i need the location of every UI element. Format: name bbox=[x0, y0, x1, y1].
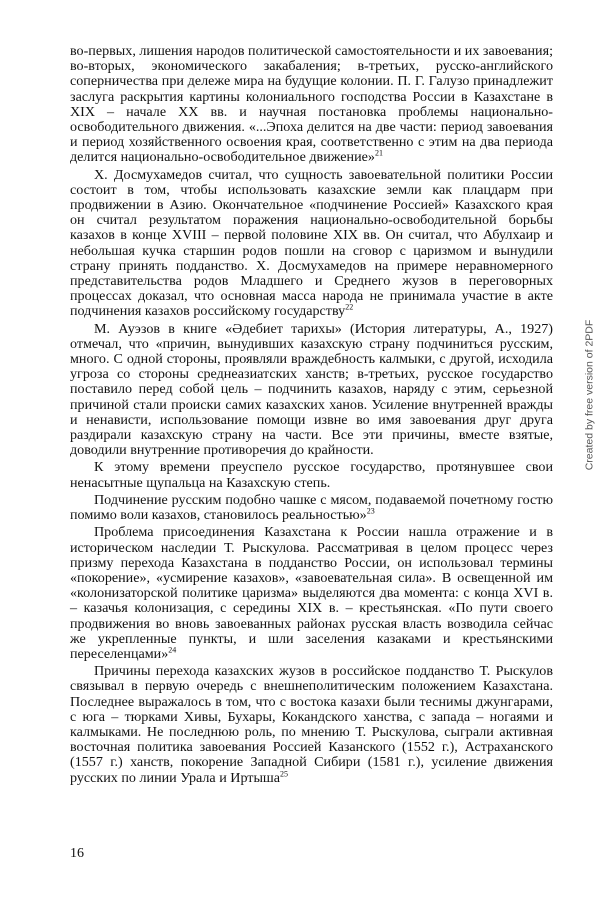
footnote-ref: 21 bbox=[374, 148, 383, 158]
paragraph bbox=[70, 493, 553, 523]
watermark-text: Created by free version of 2PDF bbox=[583, 319, 596, 471]
paragraph bbox=[70, 168, 553, 320]
paragraph bbox=[70, 664, 553, 786]
paragraph-text: Х. Досмухамедов считал, что сущность завоевательной политики России состоит в том, чтобы использовать казахские земли как плацдарм при продвижении в Азию. Окончательное «подчинение Россией» Казахского края он считал результатом поражения национально-освободительной борьбы казахов в конце XVIII – первой половине XIX вв. Он считал, что Абулхаир и небольшая кучка старшин родов пошли на сговор с царизмом и вынудили страну принять подданство. Х. Досмухамедов на примере неравномерного представительства родов Младшего и Среднего жузов в переговорных процессах доказал, что основная масса народа не принимала участие в акте подчинения казахов российскому государству bbox=[70, 166, 553, 320]
paragraph bbox=[70, 460, 553, 490]
paragraph-text: Подчинение русским подобно чашке с мясом, подаваемой почетному гостю помимо воли казахов, становилось реальностью» bbox=[70, 491, 553, 524]
paragraph-text: Проблема присоединения Казахстана к России нашла отражение и в историческом наследии Т. Рыскулова. Рассматривая в целом процесс через призму перехода Казахстана в подданство России, он использовал термины «покорение», «усмирение казахов», «завоевательная сила». В освещенной им «колонизаторской политике царизма» выделяются два момента: с конца XVI в. – казачья колонизация, с середины XIX в. – крестьянская. «По пути своего продвижения во вновь завоеванных районах русская власть возводила сейчас же укрепленные пункты, и шли заселения казаками и крестьянскими переселенцами» bbox=[70, 524, 553, 662]
paragraph bbox=[70, 322, 553, 459]
page-number: 16 bbox=[70, 846, 84, 861]
paragraph-text: Причины перехода казахских жузов в российское подданство Т. Рыскулов связывал в первую очередь с внешнеполитическим положением Казахстана. Последнее выражалось в том, что с востока казахи были теснимы джунгарами, с юга – тюрками Хивы, Бухары, Кокандского ханства, с запада – ногаями и калмыками. Не последнюю роль, по мнению Т. Рыскулова, сыграли активная восточная политика завоевания Россией Казанского (1552 г.), Астраханского (1557 г.) ханств, покорение Западной Сибири (1581 г.), усиление движения русских по линии Урала и Иртыша bbox=[70, 663, 553, 786]
paragraph-text: М. Ауэзов в книге «Әдебиет тарихы» (История литературы, А., 1927) отмечал, что «причин, вынудивших казахскую страну подчиниться русским, много. С одной стороны, проявляли враждебность калмыки, с другой, исходила угроза со стороны среднеазиатских ханств; в-третьих, русское государство поставило перед собой цель – подчинить казахов, наряду с этим, серьезной причиной стали происки самих казахских ханов. Усиление внутренней вражды и ненависти, использование помощи извне во имя завоевания друг друга раздирали казахскую страну на части. Все эти причины, вместе взятые, доводили внутренние противоречия до крайности. bbox=[70, 320, 553, 459]
footnote-ref: 23 bbox=[366, 506, 375, 516]
paragraph-text: во-первых, лишения народов политической самостоятельности и их завоевания; во-вторых, экономического закабаления; в-третьих, русско-английского соперничества при дележе мира на будущие колонии. П. Г. Галузо принадлежит заслуга раскрытия картины колониального господства России в Казахстане в XIX – начале XX вв. и научная постановка проблемы национально-освободительного движения. «...Эпоха делится на две части: период завоевания и период хозяйственного освоения края, соответственно с этим на два периода делится национально-освободительное движение» bbox=[70, 43, 553, 166]
paragraph bbox=[70, 525, 553, 662]
footnote-ref: 25 bbox=[280, 768, 289, 778]
footnote-ref: 24 bbox=[168, 645, 177, 655]
watermark bbox=[582, 205, 596, 585]
paragraph bbox=[70, 44, 553, 166]
paragraph-text: К этому времени преуспело русское государство, протянувшее свои ненасытные щупальца на Казахскую степь. bbox=[70, 459, 553, 491]
footnote-ref: 22 bbox=[345, 302, 354, 312]
document-body bbox=[70, 44, 553, 788]
